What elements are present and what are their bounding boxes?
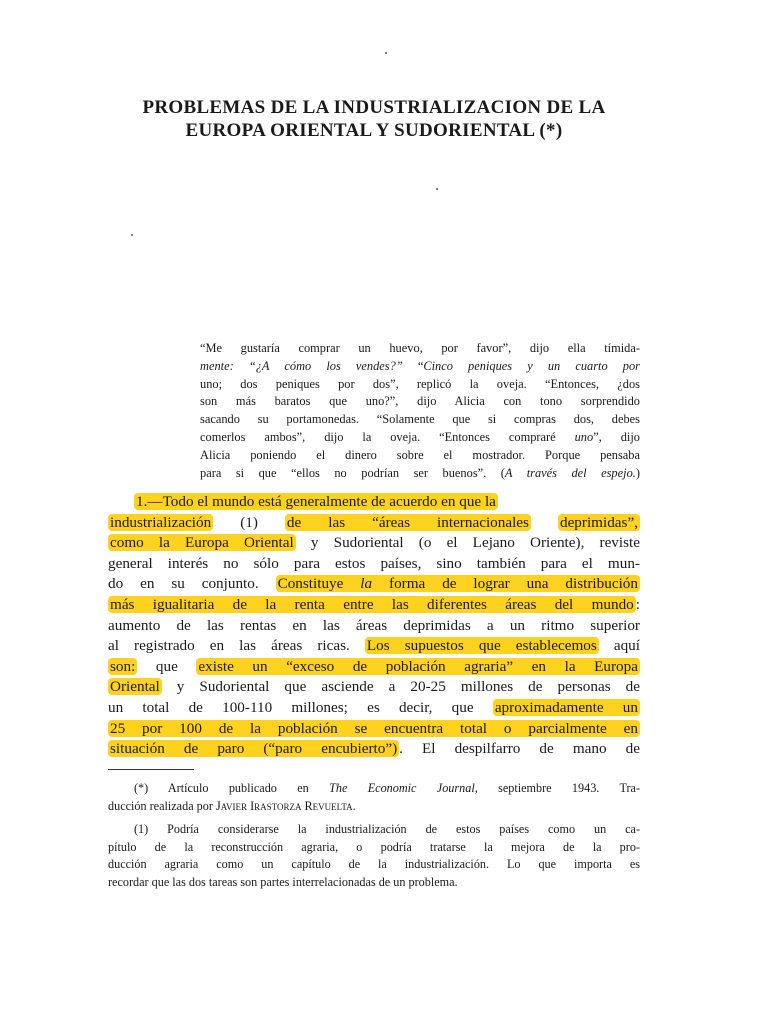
scan-speck: [131, 234, 133, 236]
footnote-line: (*) Artículo publicado en The Economic Journal, septiembre 1943. Tra-: [134, 781, 641, 795]
epigraph-line: mente: “¿A cómo los vendes?” “Cinco peniques y un cuarto por: [200, 358, 640, 373]
title-line: EUROPA ORIENTAL Y SUDORIENTAL (*): [185, 120, 563, 141]
epigraph-line: Alicia poniendo el dinero sobre el mostrador. Porque pensaba: [200, 447, 640, 462]
footnote-line: ducción realizada por Javier Irastorza Revuelta.: [108, 798, 356, 813]
footnotes: [108, 780, 640, 898]
footnote-line: ducción agraria como un capítulo de la industrialización. Lo que importa es: [108, 857, 640, 872]
highlight: Oriental: [110, 678, 160, 696]
footnote-line: (1) Podría considerarse la industrialización de estos países como un ca-: [134, 822, 640, 837]
highlight: de las “áreas internacionales: [286, 513, 529, 531]
epigraph-line: para si que “ellos no podrían ser buenos”. (A través del espejo.): [200, 465, 641, 480]
highlight: Los supuestos que establecemos: [366, 637, 597, 655]
body-line: general interés no sólo para estos países, sino también para el mun-: [108, 554, 640, 572]
highlight: más igualitaria de la renta entre las diferentes áreas del mundo: [110, 595, 634, 613]
body-line: más igualitaria de la renta entre las diferentes áreas del mundo :: [110, 595, 640, 613]
footnote-divider: [108, 769, 194, 770]
body-line: situación de paro (“paro encubierto”) . El despilfarro de mano de: [110, 740, 640, 758]
highlight: 25 por 100 de la población se encuentra total o parcialmente en: [110, 719, 638, 737]
body-line: industrialización (1) de las “áreas internacionales deprimidas”,: [110, 513, 638, 531]
body-line: como la Europa Oriental y Sudoriental (o el Lejano Oriente), reviste: [110, 534, 640, 552]
body-line: [108, 719, 640, 740]
highlight: situación de paro (“paro encubierto”): [110, 740, 398, 758]
body-line: aumento de las rentas en las áreas deprimidas a un ritmo superior: [108, 616, 640, 634]
epigraph-line: “Me gustaría comprar un huevo, por favor”, dijo ella tímida-: [200, 341, 640, 355]
highlight: Constituye la forma de lograr una distribución: [277, 575, 638, 593]
body-line: son: que existe un “exceso de población agraria” en la Europa: [110, 657, 638, 675]
article-title: [100, 96, 648, 142]
epigraph-line: comerlos ambos”, dijo la oveja. “Entonces compraré uno”, dijo: [200, 429, 640, 444]
body-paragraph: [108, 492, 640, 760]
highlight: deprimidas”,: [559, 513, 638, 531]
highlight: existe un “exceso de población agraria” en la Europa: [198, 657, 638, 675]
highlight: industrialización: [110, 513, 212, 531]
footnote-article: [108, 780, 640, 815]
footnote-line: pítulo de la reconstrucción agraria, o podría tratarse la mejora de la pro-: [108, 839, 640, 854]
highlight: aproximadamente un: [494, 698, 638, 716]
footnote-line: recordar que las dos tareas son partes interrelacionadas de un problema.: [108, 874, 458, 889]
scan-speck: [436, 188, 438, 190]
highlight: son:: [110, 657, 136, 675]
title-line: PROBLEMAS DE LA INDUSTRIALIZACION DE LA: [142, 97, 606, 118]
epigraph-line: son más baratos que uno?”, dijo Alicia con tono sorprendido: [200, 394, 640, 409]
epigraph-line: sacando su portamonedas. “Solamente que si compras dos, debes: [200, 412, 640, 427]
body-line: do en su conjunto. Constituye la forma de lograr una distribución: [108, 575, 638, 593]
footnote-1: [108, 821, 640, 891]
body-line: [108, 492, 640, 513]
body-line: Oriental y Sudoriental que asciende a 20-25 millones de personas de: [110, 678, 640, 696]
highlight: 1.—Todo el mundo está generalmente de acuerdo en que la: [136, 493, 496, 510]
body-line: al registrado en las áreas ricas. Los supuestos que establecemos aquí: [108, 637, 640, 655]
scan-speck: [385, 52, 387, 54]
body-line: un total de 100-110 millones; es decir, que aproximadamente un: [108, 698, 638, 716]
epigraph-quote: [200, 340, 640, 482]
highlight: como la Europa Oriental: [110, 534, 294, 552]
epigraph-line: uno; dos peniques por dos”, replicó la oveja. “Entonces, ¿dos: [200, 376, 640, 391]
